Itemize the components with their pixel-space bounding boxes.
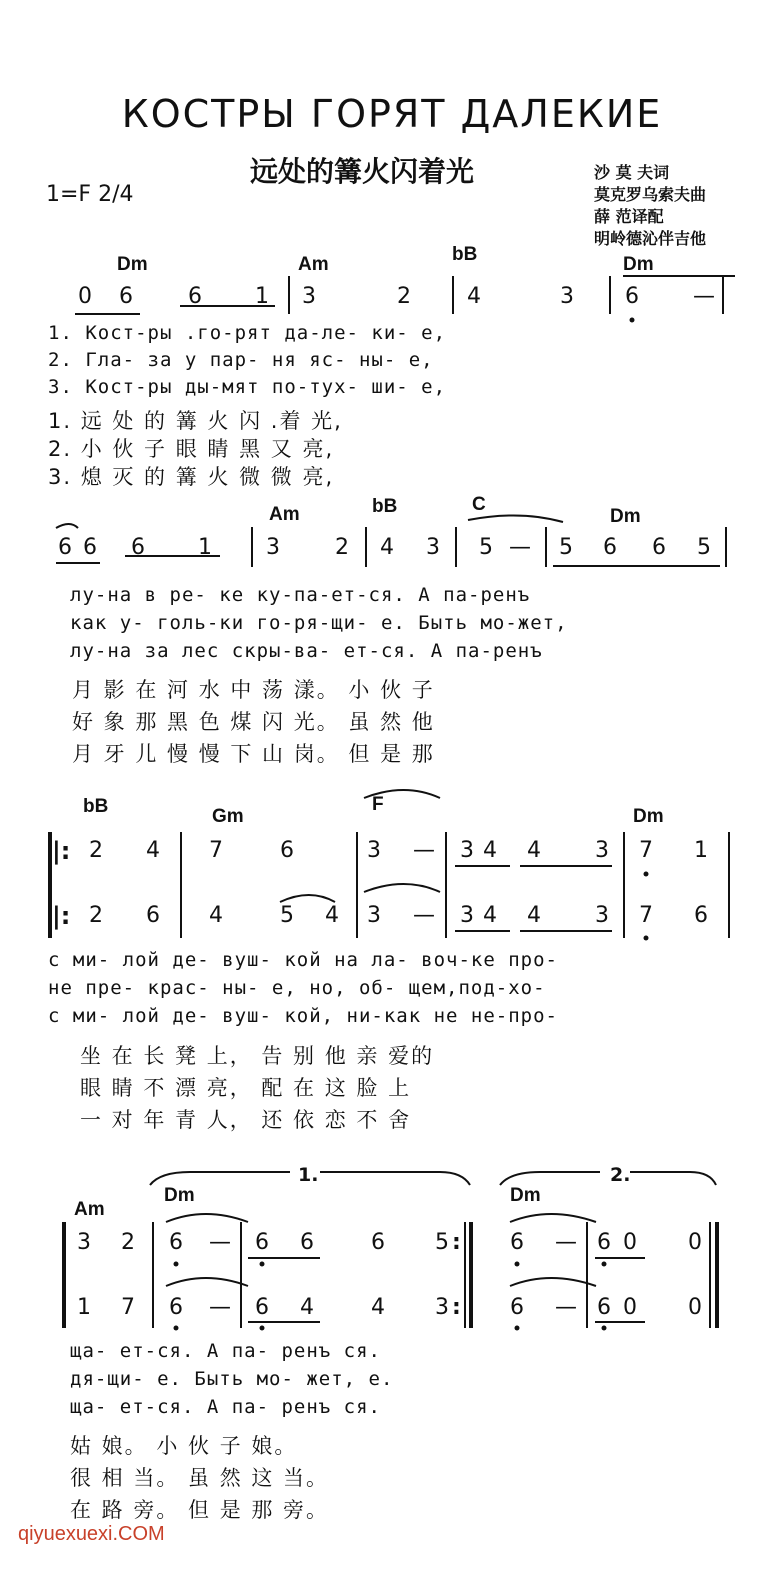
note: 4 [483,838,497,863]
chord: Am [269,504,300,525]
note: — [509,535,531,560]
note: — [209,1295,231,1320]
lyric-line-cn: 好 象 那 黑 色 煤 闪 光。 虽 然 他 [72,710,435,734]
volta-2-label: 2. [610,1164,631,1186]
note: — [209,1230,231,1255]
note: 6 [694,903,708,928]
lyric-line: дя-щи- е. Быть мо- жет, е. [70,1368,394,1390]
note: 2 [89,903,103,928]
note: 6 [255,1295,269,1320]
note: 1 [255,284,269,309]
note: 4 [527,903,541,928]
note: 7 [639,838,653,863]
chord: bB [452,244,478,265]
lyric-line: лу-на за лес скры-ва- ет-ся. А па-ренъ [70,640,543,662]
lyric-line: не пре- крас- ны- е, но, об- щем,под-хо- [48,977,546,999]
credit-guitar: 明岭德沁伴吉他 [594,229,707,248]
note: 6 [371,1230,385,1255]
lyric-line: ща- ет-ся. А па- ренъ ся. [70,1396,381,1418]
note: 6 [597,1295,611,1320]
note: 2 [397,284,411,309]
chord: Dm [633,806,664,827]
credit-translator: 薛 范译配 [594,207,664,226]
chord: Dm [164,1185,195,1206]
note: 6 [280,838,294,863]
note: 3 [460,903,474,928]
note: 5 [280,903,294,928]
note: 3 [77,1230,91,1255]
note: 6 [255,1230,269,1255]
note: 3 [595,838,609,863]
note: — [693,284,715,309]
lyric-line: как у- голь-ки го-ря-щи- е. Быть мо-жет, [70,612,568,634]
note: 6 [603,535,617,560]
chord: Dm [610,506,641,527]
note: 6 [597,1230,611,1255]
note: 6 [83,535,97,560]
note: 3 [460,838,474,863]
chord: C [472,494,486,515]
chord: Dm [510,1185,541,1206]
note: 6 [169,1230,183,1255]
note: 2 [89,838,103,863]
note: 2 [121,1230,135,1255]
repeat-end-icon: : [452,1230,461,1255]
lyric-line-cn: 1. 远 处 的 篝 火 闪 .着 光, [48,409,343,433]
note: 6 [58,535,72,560]
note: 3 [595,903,609,928]
title-chinese: 远处的篝火闪着光 [250,155,475,188]
lyric-line-cn: 眼 睛 不 漂 亮， 配 在 这 脸 上 [80,1076,412,1100]
chord: Dm [623,254,654,275]
note: 1 [198,535,212,560]
note: — [413,903,435,928]
note: 4 [527,838,541,863]
note: 5 [435,1230,449,1255]
note: 6 [510,1295,524,1320]
note: 3 [435,1295,449,1320]
lyric-line-cn: 3. 熄 灭 的 篝 火 微 微 亮, [48,465,335,489]
note: 4 [371,1295,385,1320]
note: 0 [78,284,92,309]
note: 6 [652,535,666,560]
chord: Am [298,254,329,275]
note: 6 [169,1295,183,1320]
note: 3 [302,284,316,309]
lyric-line-cn: 月 影 在 河 水 中 荡 漾。 小 伙 子 [72,678,435,702]
repeat-start-icon: |: [52,902,71,930]
volta-1-label: 1. [298,1164,319,1186]
note: 3 [367,838,381,863]
note: 3 [266,535,280,560]
note: 6 [300,1230,314,1255]
title-russian: КОСТРЫ ГОРЯТ ДАЛЕКИЕ [121,92,663,136]
note: — [413,838,435,863]
lyric-line: с ми- лой де- вуш- кой, ни-как не не-про- [48,1005,558,1027]
note: 6 [188,284,202,309]
lyric-line-cn: 月 牙 儿 慢 慢 下 山 岗。 但 是 那 [72,742,435,766]
note: 5 [697,535,711,560]
repeat-start-icon: |: [52,837,71,865]
note: 6 [510,1230,524,1255]
note: 1 [694,838,708,863]
note: 0 [688,1295,702,1320]
lyric-line-cn: 姑 娘。 小 伙 子 娘。 [70,1434,298,1458]
note: 0 [623,1230,637,1255]
note: 0 [688,1230,702,1255]
note: 3 [426,535,440,560]
lyric-line-cn: 坐 在 长 凳 上， 告 别 他 亲 爱的 [80,1044,435,1068]
note: 7 [121,1295,135,1320]
lyric-line: ща- ет-ся. А па- ренъ ся. [70,1340,381,1362]
note: 4 [483,903,497,928]
note: 6 [146,903,160,928]
note: 4 [380,535,394,560]
note: 2 [335,535,349,560]
lyric-line-cn: 2. 小 伙 子 眼 睛 黑 又 亮, [48,437,335,461]
lyric-line: лу-на в ре- ке ку-па-ет-ся. А па-ренъ [70,584,531,606]
note: 4 [300,1295,314,1320]
lyric-line: 1. Кост-ры .го-рят да-ле- ки- е, [48,322,447,344]
note: — [555,1230,577,1255]
note: 6 [625,284,639,309]
lyric-line-cn: 在 路 旁。 但 是 那 旁。 [70,1498,330,1522]
note: 1 [77,1295,91,1320]
chord: Gm [212,806,244,827]
note: 4 [209,903,223,928]
watermark: qiyuexuexi.COM [18,1523,165,1545]
credit-lyricist: 沙 莫 夫词 [594,163,670,182]
credit-composer: 莫克罗乌索夫曲 [594,185,707,204]
note: 5 [559,535,573,560]
lyric-line-cn: 很 相 当。 虽 然 这 当。 [70,1466,330,1490]
note: 7 [639,903,653,928]
note: 5 [479,535,493,560]
note: 0 [623,1295,637,1320]
lyric-line: с ми- лой де- вуш- кой на ла- воч-ке про- [48,949,558,971]
chord: bB [372,496,398,517]
note: 6 [119,284,133,309]
key-signature: 1=F 2/4 [46,182,134,207]
chord: Dm [117,254,148,275]
note: 4 [146,838,160,863]
chord: bB [83,796,109,817]
note: 3 [560,284,574,309]
note: 7 [209,838,223,863]
lyric-line: 3. Кост-ры ды-мят по-тух- ши- е, [48,376,447,398]
repeat-end-icon: : [452,1295,461,1320]
note: 4 [325,903,339,928]
note: 4 [467,284,481,309]
chord: Am [74,1199,105,1220]
note: 3 [367,903,381,928]
note: 6 [131,535,145,560]
chord: F [372,794,384,815]
note: — [555,1295,577,1320]
lyric-line: 2. Гла- за у пар- ня яс- ны- е, [48,349,434,371]
lyric-line-cn: 一 对 年 青 人， 还 依 恋 不 舍 [80,1108,412,1132]
